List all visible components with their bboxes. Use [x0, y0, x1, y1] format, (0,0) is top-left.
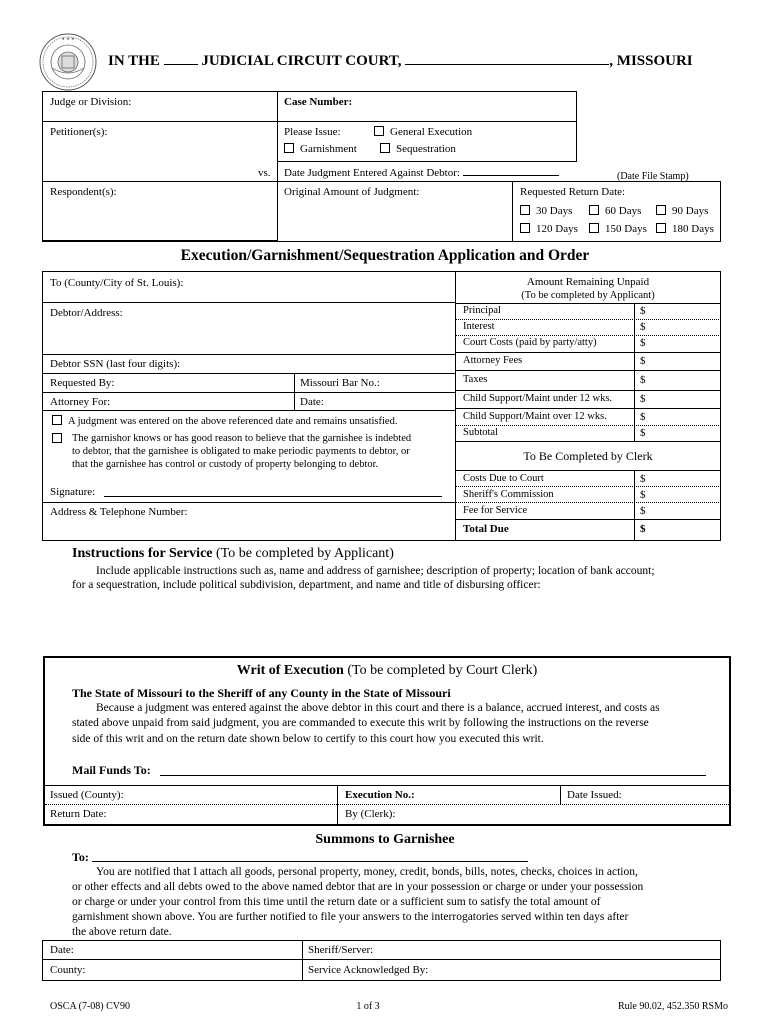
summons-line-3: or charge or under your control from this time until the return date or a sufficient sum to satisfy the total amount of: [72, 896, 601, 908]
taxes-amount[interactable]: $: [640, 374, 646, 386]
execution-no-label: Execution No.:: [345, 789, 415, 801]
summons-to-label: To:: [72, 850, 89, 864]
principal-amount[interactable]: $: [640, 305, 646, 317]
date-judgment-label: Date Judgment Entered Against Debtor:: [284, 167, 559, 179]
summons-date-label: Date:: [50, 944, 74, 956]
garnishee-text-2: to debtor, that the garnishee is obligated to make periodic payments to debtor, or: [72, 446, 410, 457]
to-county-label: To (County/City of St. Louis):: [50, 277, 184, 289]
general-execution-checkbox[interactable]: [374, 126, 472, 138]
subtotal-amount[interactable]: $: [640, 427, 646, 439]
summons-county-label: County:: [50, 964, 86, 976]
return-120-days-checkbox[interactable]: [520, 223, 578, 235]
fee-for-service-label: Fee for Service: [463, 505, 528, 516]
signature-label: Signature:: [50, 486, 96, 498]
judgment-unsatisfied-checkbox[interactable]: [52, 415, 397, 427]
judge-division-label: Judge or Division:: [50, 96, 132, 108]
sheriff-commission-label: Sheriff's Commission: [463, 489, 554, 500]
header-prefix: IN THE: [108, 53, 160, 69]
garnishee-text-3: that the garnishee has control or custody of property belonging to debtor.: [72, 459, 379, 470]
writ-line-3: side of this writ and on the return date shown below to certify to this court how you executed this writ.: [72, 733, 544, 745]
signature-line[interactable]: [104, 496, 442, 497]
form-title: Execution/Garnishment/Sequestration Application and Order: [180, 247, 590, 264]
debtor-address-label: Debtor/Address:: [50, 307, 123, 319]
principal-label: Principal: [463, 305, 501, 316]
return-120-days-label: 120 Days: [536, 223, 578, 235]
svg-text:★ ★ ★: ★ ★ ★: [61, 36, 75, 41]
total-due-label: Total Due: [463, 523, 509, 535]
service-acknowledged-label: Service Acknowledged By:: [308, 964, 429, 976]
attorney-fees-amount[interactable]: $: [640, 355, 646, 367]
court-costs-amount[interactable]: $: [640, 337, 646, 349]
summons-title: Summons to Garnishee: [315, 832, 455, 847]
garnishee-indebted-checkbox[interactable]: [52, 433, 68, 445]
writ-line-2: stated above unpaid from said judgment, you are commanded to execute this writ by following the instructions on the reverse: [72, 717, 649, 729]
child-support-over-amount[interactable]: $: [640, 411, 646, 423]
return-90-days-checkbox[interactable]: [656, 205, 708, 217]
costs-due-label: Costs Due to Court: [463, 473, 544, 484]
amount-title: Amount Remaining Unpaid: [526, 276, 650, 288]
child-support-under-label: Child Support/Maint under 12 wks.: [463, 393, 613, 404]
issued-county-label: Issued (County):: [50, 789, 124, 801]
return-60-days-label: 60 Days: [605, 205, 642, 217]
respondent-label: Respondent(s):: [50, 186, 117, 198]
court-header: [108, 53, 693, 70]
instructions-title: Instructions for Service (To be completed by Applicant): [72, 546, 394, 561]
date-label: Date:: [300, 396, 324, 408]
case-number-label: Case Number:: [284, 96, 353, 108]
summons-line-1: You are notified that I attach all goods, personal property, money, credit, bonds, bills, notes, checks, choices in action,: [96, 866, 638, 878]
return-30-days-checkbox[interactable]: [520, 205, 572, 217]
header-suffix: , MISSOURI: [609, 53, 693, 69]
judgment-unsatisfied-label: A judgment was entered on the above referenced date and remains unsatisfied.: [68, 416, 398, 427]
garnishment-label: Garnishment: [300, 143, 357, 155]
mail-funds-label: Mail Funds To:: [72, 763, 151, 777]
interest-amount[interactable]: $: [640, 321, 646, 333]
footer-form-id: OSCA (7-08) CV90: [50, 1001, 131, 1012]
sheriff-commission-amount[interactable]: $: [640, 489, 646, 501]
circuit-number-field[interactable]: [164, 64, 198, 65]
date-issued-label: Date Issued:: [567, 789, 622, 801]
summons-to-line[interactable]: [92, 861, 528, 862]
child-support-over-label: Child Support/Maint over 12 wks.: [463, 411, 607, 422]
sequestration-checkbox[interactable]: [380, 143, 456, 155]
top-grid-left: [42, 91, 278, 241]
county-field[interactable]: [405, 64, 609, 65]
instructions-line-2: for a sequestration, include political subdivision, department, and name and title of disbursing officer:: [72, 579, 541, 591]
writ-return-date-label: Return Date:: [50, 808, 107, 820]
summons-line-5: the above return date.: [72, 926, 172, 938]
attorney-for-label: Attorney For:: [50, 396, 111, 408]
please-issue-label: Please Issue:: [284, 126, 341, 138]
clerk-section-title: To Be Completed by Clerk: [523, 449, 653, 463]
by-clerk-label: By (Clerk):: [345, 808, 396, 820]
writ-line-1: Because a judgment was entered against the above debtor in this court and there is a balance, accrued interest, and costs as: [96, 702, 660, 714]
total-due-amount[interactable]: $: [640, 523, 646, 535]
missouri-bar-label: Missouri Bar No.:: [300, 377, 380, 389]
header-mid: JUDICIAL CIRCUIT COURT,: [201, 53, 402, 69]
taxes-label: Taxes: [463, 374, 488, 385]
fee-for-service-amount[interactable]: $: [640, 505, 646, 517]
instructions-text-area[interactable]: [72, 596, 712, 651]
address-phone-label: Address & Telephone Number:: [50, 506, 188, 518]
return-150-days-checkbox[interactable]: [589, 223, 647, 235]
return-30-days-label: 30 Days: [536, 205, 573, 217]
return-150-days-label: 150 Days: [605, 223, 647, 235]
general-execution-label: General Execution: [390, 126, 473, 138]
return-180-days-label: 180 Days: [672, 223, 714, 235]
child-support-under-amount[interactable]: $: [640, 393, 646, 405]
date-file-stamp-label: (Date File Stamp): [617, 171, 689, 182]
court-costs-label: Court Costs (paid by party/atty): [463, 337, 597, 348]
state-seal: [38, 32, 98, 92]
mail-funds-line[interactable]: [160, 775, 706, 776]
return-180-days-checkbox[interactable]: [656, 223, 714, 235]
petitioner-label: Petitioner(s):: [50, 126, 108, 138]
garnishee-text-1: The garnishor knows or has good reason to believe that the garnishee is indebted: [72, 433, 412, 444]
return-90-days-label: 90 Days: [672, 205, 709, 217]
original-amount-label: Original Amount of Judgment:: [284, 186, 420, 198]
writ-subtitle: The State of Missouri to the Sheriff of any County in the State of Missouri: [72, 686, 451, 700]
application-grid: [42, 271, 721, 541]
vs-label: vs.: [258, 167, 271, 179]
footer-page-number: 1 of 3: [356, 1001, 380, 1012]
date-judgment-field[interactable]: [463, 175, 559, 176]
instructions-line-1: Include applicable instructions such as, name and address of garnishee; description of property; location of bank account;: [96, 565, 655, 577]
writ-title: Writ of Execution (To be completed by Court Clerk): [236, 663, 538, 678]
amount-subtitle: (To be completed by Applicant): [521, 290, 655, 301]
costs-due-amount[interactable]: $: [640, 473, 646, 485]
footer-rule: Rule 90.02, 452.350 RSMo: [617, 1001, 728, 1012]
sequestration-label: Sequestration: [396, 143, 456, 155]
attorney-fees-label: Attorney Fees: [463, 355, 523, 366]
subtotal-label: Subtotal: [463, 427, 499, 438]
summons-line-2: or other effects and all debts owed to the above named debtor that are in your possession or charge or under your possession: [72, 881, 644, 893]
summons-line-4: garnishment shown above. You are further notified to file your answers to the interrogatories served within ten days after: [72, 911, 629, 923]
debtor-ssn-label: Debtor SSN (last four digits):: [50, 358, 181, 370]
return-60-days-checkbox[interactable]: [589, 205, 641, 217]
requested-return-label: Requested Return Date:: [520, 186, 626, 198]
sheriff-server-label: Sheriff/Server:: [308, 944, 374, 956]
garnishment-checkbox[interactable]: [284, 143, 357, 155]
requested-by-label: Requested By:: [50, 377, 115, 389]
interest-label: Interest: [463, 321, 495, 332]
